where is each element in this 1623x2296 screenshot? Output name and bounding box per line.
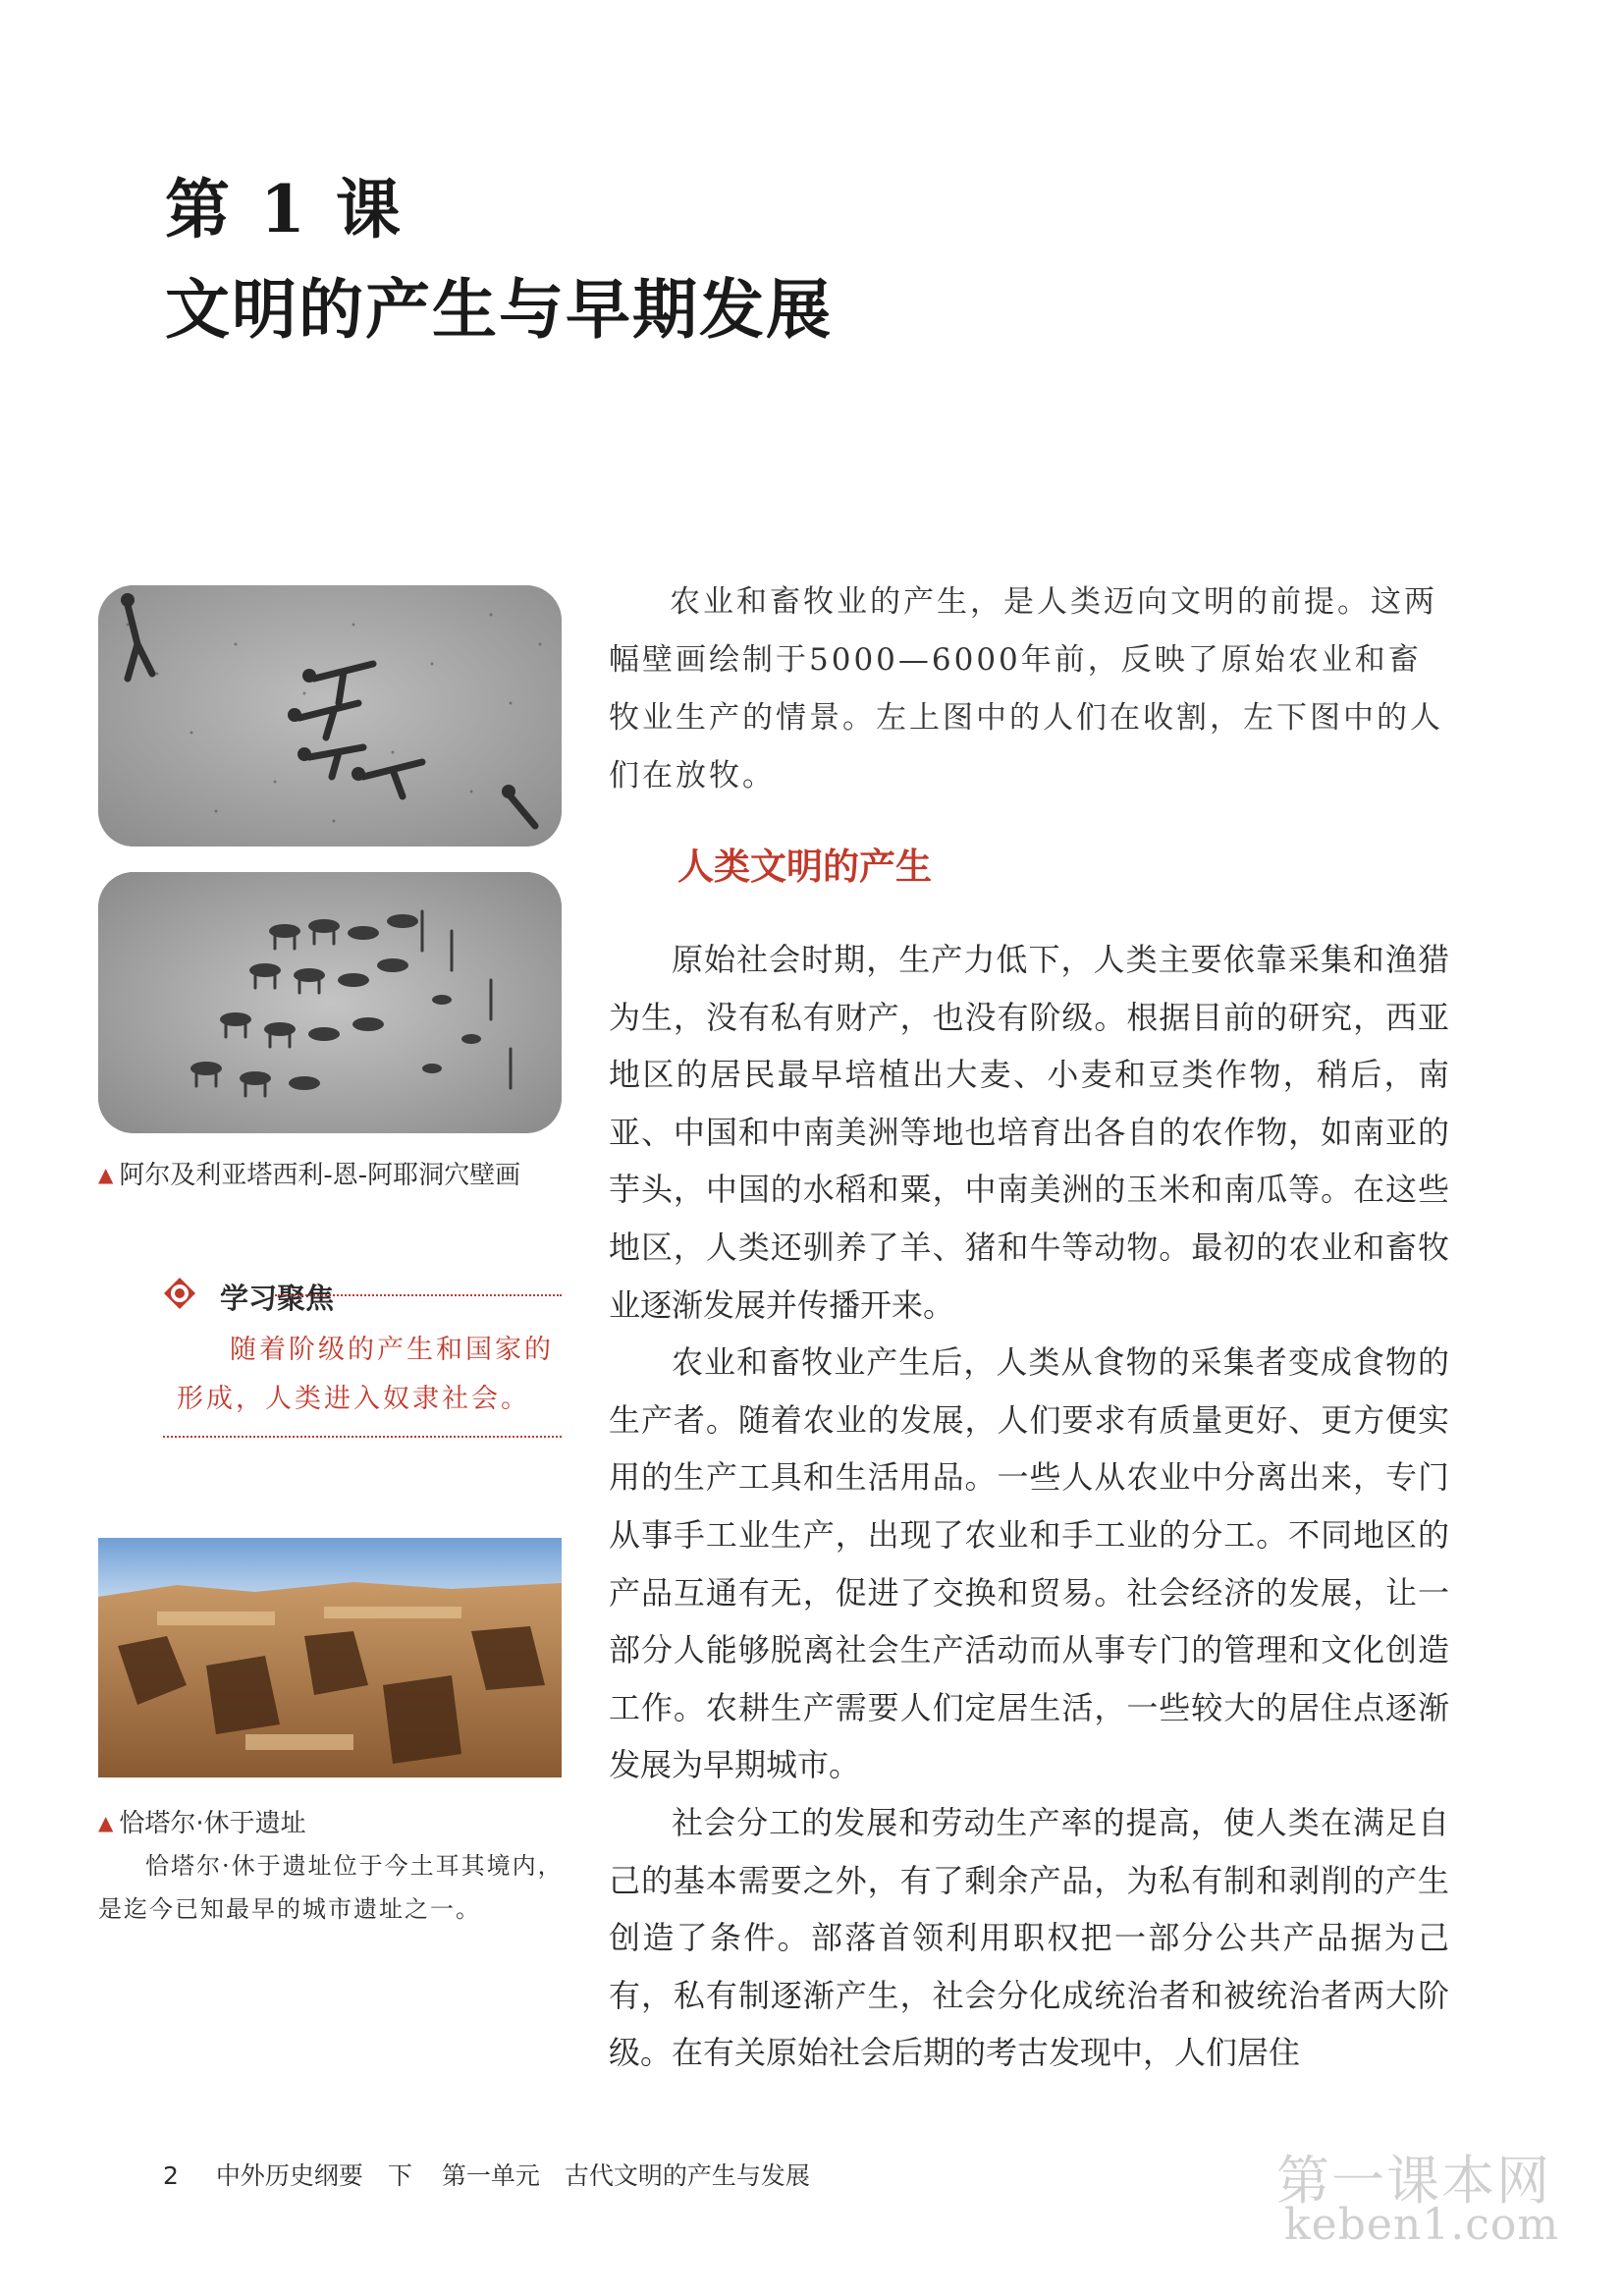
mural-caption-text: 阿尔及利亚塔西利-恩-阿耶洞穴壁画: [119, 1161, 521, 1190]
caption-triangle-icon: ▲: [98, 1163, 114, 1186]
mural-harvest-image: [98, 585, 562, 847]
focus-divider-bottom: [163, 1436, 562, 1438]
book-title: 中外历史纲要 下: [215, 2161, 412, 2190]
target-icon: [163, 1277, 196, 1310]
site-description: 恰塔尔·休于遗址位于今土耳其境内，是迄今已知最早的城市遗址之一。: [98, 1852, 564, 1923]
site-caption: [98, 1803, 306, 1839]
study-focus-text: 随着阶级的产生和国家的形成，人类进入奴隶社会。: [177, 1335, 554, 1414]
page-number: 2: [163, 2161, 179, 2190]
lesson-title: 文明的产生与早期发展: [165, 271, 833, 348]
mural-caption: [98, 1155, 520, 1191]
watermark-cn: 第一课本网: [1276, 2150, 1551, 2212]
study-focus-title: 学习聚焦: [220, 1282, 335, 1315]
focus-divider-top: [275, 1294, 562, 1296]
site-caption-text: 恰塔尔·休于遗址: [119, 1809, 306, 1838]
section-body: [609, 931, 1449, 2082]
body-paragraph: 农业和畜牧业产生后，人类从食物的采集者变成食物的生产者。随着农业的发展，人们要求有质量更好、更方便实用的生产工具和生活用品。一些人从农业中分离出来，专门从事手工业生产，出现了农业和手工业的分工。不同地区的产品互通有无，促进了交换和贸易。社会经济的发展，让一部分人能够脱离社会生产活动而从事专门的管理和文化创造工作。农耕生产需要人们定居生活，一些较大的居住点逐渐发展为早期城市。: [609, 1343, 1449, 1784]
catalhoyuk-site-photo: [98, 1538, 562, 1777]
mural-herding-image: [98, 872, 562, 1133]
unit-title: 第一单元 古代文明的产生与发展: [441, 2161, 810, 2190]
section-heading: 人类文明的产生: [677, 846, 932, 888]
intro-paragraph: 农业和畜牧业的产生，是人类迈向文明的前提。这两幅壁画绘制于5000—6000年前，反映了原始农业和畜牧业生产的情景。左上图中的人们在收割，左下图中的人们在放牧。: [609, 584, 1443, 793]
body-paragraph: 社会分工的发展和劳动生产率的提高，使人类在满足自己的基本需要之外，有了剩余产品，为私有制和剥削的产生创造了条件。部落首领利用职权把一部分公共产品据为己有，私有制逐渐产生，社会分化成统治者和被统治者两大阶级。在有关原始社会后期的考古发现中，人们居住: [609, 1803, 1449, 2072]
page-footer: [163, 2157, 810, 2192]
body-paragraph: 原始社会时期，生产力低下，人类主要依靠采集和渔猎为生，没有私有财产，也没有阶级。根据目前的研究，西亚地区的居民最早培植出大麦、小麦和豆类作物，稍后，南亚、中国和中南美洲等地也培育出各自的农作物，如南亚的芋头，中国的水稻和粟，中南美洲的玉米和南瓜等。在这些地区，人类还驯养了羊、猪和牛等动物。最初的农业和畜牧业逐渐发展并传播开来。: [609, 941, 1449, 1324]
watermark-en: keben1.com: [1284, 2200, 1560, 2250]
caption-triangle-icon: ▲: [98, 1811, 114, 1834]
lesson-number: 第 1 课: [165, 171, 405, 247]
